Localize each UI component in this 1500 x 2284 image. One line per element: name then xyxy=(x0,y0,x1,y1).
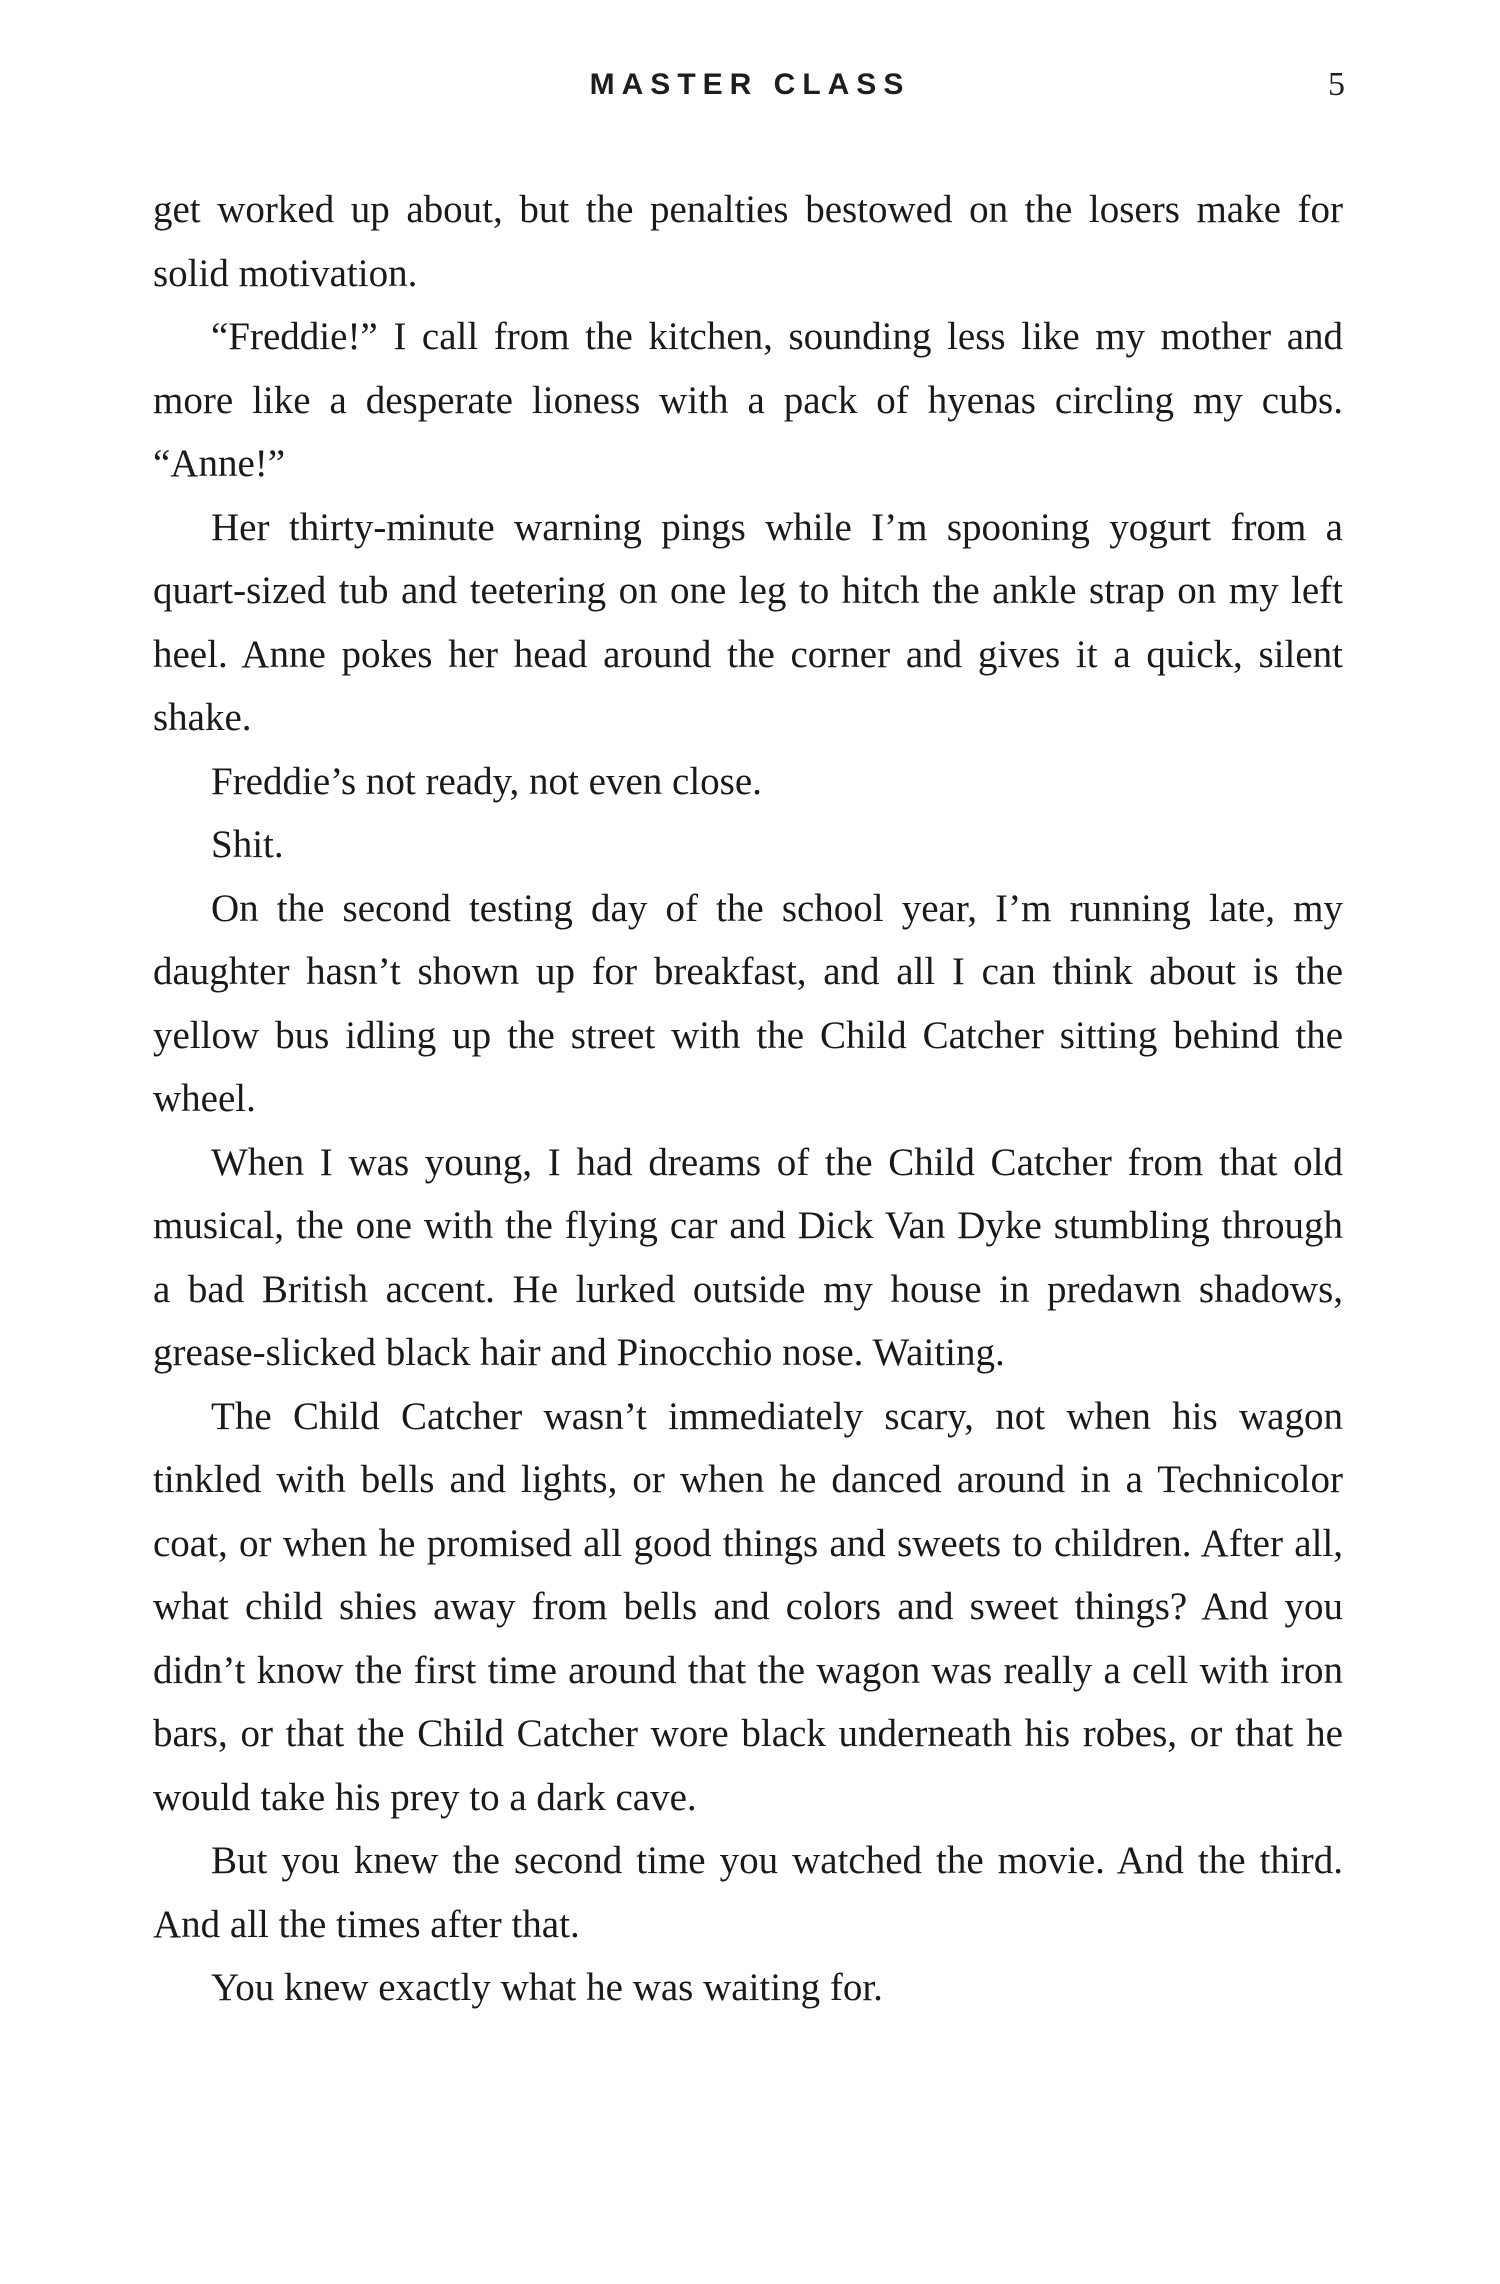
paragraph: But you knew the second time you watched the movie. And the third. And all the times after that. xyxy=(153,1839,1343,1946)
paragraph-continued: get worked up about, but the penalties bestowed on the losers make for solid motivation. xyxy=(153,188,1343,295)
paragraph: Freddie’s not ready, not even close. xyxy=(211,759,762,803)
paragraph: When I was young, I had dreams of the Child Catcher from that old musical, the one with the flying car and Dick Van Dyke stumbling through a bad British accent. He lurked outside my house in predawn shadows, grease-slicked black hair and Pinocchio nose. Waiting. xyxy=(153,1140,1343,1374)
paragraph: Her thirty-minute warning pings while I’m spooning yogurt from a quart-sized tub and teetering on one leg to hitch the ankle strap on my left heel. Anne pokes her head around the corner and gives it a quick, silent shake. xyxy=(153,505,1343,739)
paragraph: Shit. xyxy=(211,823,284,866)
running-header-title: MASTER CLASS xyxy=(589,68,911,101)
page-number: 5 xyxy=(1328,66,1345,103)
body-text xyxy=(153,178,1343,2020)
paragraph: You knew exactly what he was waiting for. xyxy=(211,1966,883,2009)
paragraph: “Freddie!” I call from the kitchen, sounding less like my mother and more like a desperate lioness with a pack of hyenas circling my cubs. “Anne!” xyxy=(153,315,1343,485)
paragraph: On the second testing day of the school year, I’m running late, my daughter hasn’t shown up for breakfast, and all I can think about is the yellow bus idling up the street with the Child Catcher sitting behind the wheel. xyxy=(153,886,1343,1120)
paragraph: The Child Catcher wasn’t immediately scary, not when his wagon tinkled with bells and lights, or when he danced around in a Technicolor coat, or when he promised all good things and sweets to children. After all, what child shies away from bells and colors and sweet things? And you didn’t know the first time around that the wagon was really a cell with iron bars, or that the Child Catcher wore black underneath his robes, or that he would take his prey to a dark cave. xyxy=(153,1394,1343,1819)
